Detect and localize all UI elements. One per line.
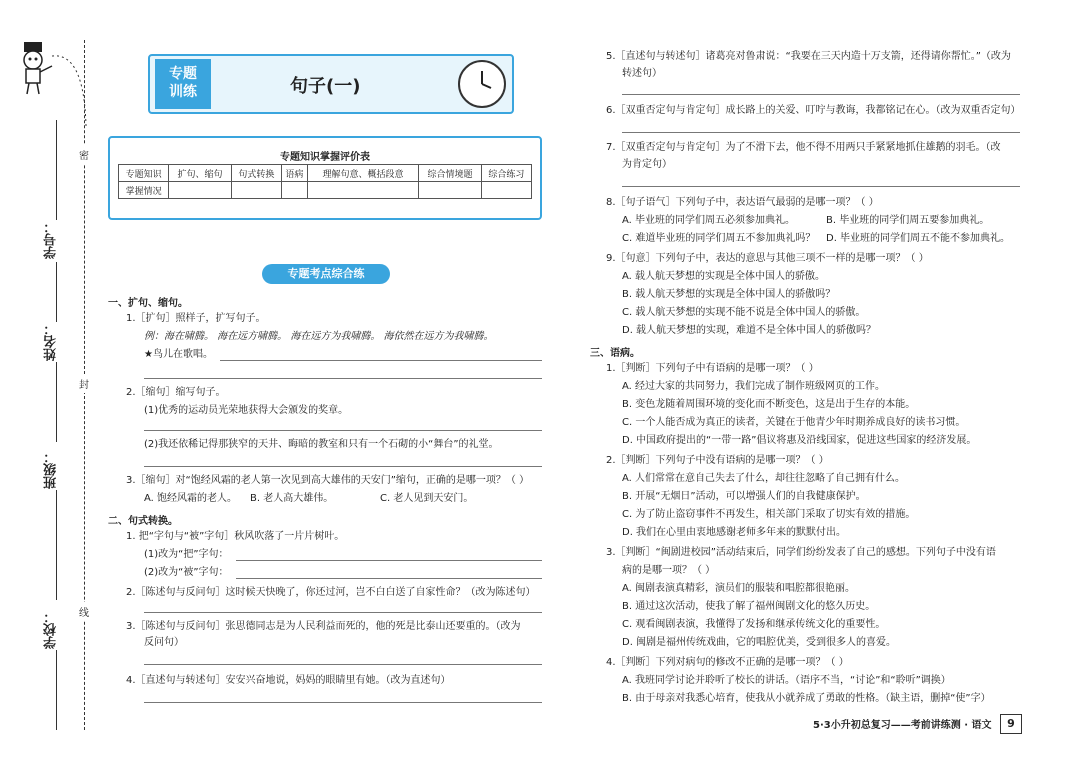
class-line-top [56,362,57,442]
question-text: 病的是哪一项？（ ） [622,565,716,576]
topic-badge [155,59,211,109]
question-text: 5.［直述句与转述句］诸葛亮对鲁肃说：“我要在三天内造十万支箭，还得请你帮忙。”（改为 [606,51,1011,62]
question-text: 1. 把“字句与“被”字句］秋风吹落了一片片树叶。 [126,531,345,542]
table-row [119,165,532,182]
question-text: 3.［判断］“闽剧进校园”活动结束后，同学们纷纷发表了自己的感想。下列句子中没有语 [606,547,996,558]
answer-option[interactable]: A. 闽剧表演真精彩，演员们的服装和唱腔都很艳丽。 [622,583,856,594]
answer-option[interactable]: C. 难道毕业班的同学们周五不参加典礼吗？ [622,233,816,244]
question-text: 8.［句子语气］下列句子中，表达语气最弱的是哪一项？（ ） [606,197,879,208]
question-item: ★鸟儿在歌唱。 [144,349,213,360]
question-text: 2.［缩句］缩写句子。 [126,387,226,398]
answer-line[interactable] [144,378,542,379]
footer-text: 5·3小升初总复习——考前讲练测 · 语文 [813,720,992,731]
answer-option[interactable]: C. 为了防止盗窃事件不再发生，相关部门采取了切实有效的措施。 [622,509,916,520]
answer-line[interactable] [220,360,542,361]
answer-option[interactable]: A. 我班同学讨论并聆听了校长的讲话。（语序不当，“讨论”和“聆听”调换） [622,675,951,686]
table-header-cell: 句式转换 [231,165,281,182]
answer-option[interactable]: C. 老人见到天安门。 [380,493,474,504]
question-text: 4.［直述句与转述句］安安兴奋地说，妈妈的眼睛里有她。（改为直述句） [126,675,451,686]
question-item: (1)优秀的运动员光荣地获得大会颁发的奖章。 [144,405,349,416]
seal-char: 封 [79,374,89,393]
answer-line[interactable] [144,702,542,703]
name-line-top [56,262,57,322]
table-header-cell: 专题知识 [119,165,169,182]
page-title: 句子(一) [290,76,361,97]
answer-line[interactable] [622,186,1020,187]
evaluation-table-title: 专题知识掌握评价表 [280,152,370,163]
answer-option[interactable]: D. 我们在心里由衷地感谢老师多年来的默默付出。 [622,527,847,538]
answer-option[interactable]: D. 载人航天梦想的实现，难道不是全体中国人的骄傲吗？ [622,325,877,336]
binding-margin [0,0,100,764]
answer-option[interactable]: D. 毕业班的同学们周五不能不参加典礼。 [826,233,1011,244]
answer-option[interactable]: D. 闽剧是福州传统戏曲，它的唱腔优美，受到很多人的喜爱。 [622,637,897,648]
school-line-bottom [56,650,57,730]
answer-line[interactable] [236,560,542,561]
question-text: 反问句） [144,637,184,648]
table-cell[interactable] [419,182,481,199]
question-text: 1.［扩句］照样子，扩写句子。 [126,313,266,324]
answer-line[interactable] [144,664,542,665]
badge-line: 专题 [169,66,197,82]
answer-option[interactable]: C. 载人航天梦想的实现不能不说是全体中国人的骄傲。 [622,307,866,318]
question-text: 2.［判断］下列句子中没有语病的是哪一项？（ ） [606,455,829,466]
answer-option[interactable]: A. 饱经风霜的老人。 [144,493,238,504]
question-item: (1)改为“把”字句： [144,549,229,560]
question-text: 1.［判断］下列句子中有语病的是哪一项？（ ） [606,363,819,374]
section-heading: 三、语病。 [590,348,640,359]
answer-option[interactable]: B. 载人航天梦想的实现是全体中国人的骄傲吗？ [622,289,836,300]
answer-line[interactable] [144,612,542,613]
question-text: 3.［陈述句与反问句］张思德同志是为人民利益而死的，他的死是比泰山还要重的。（改为 [126,621,521,632]
school-label: 学校： [44,610,59,649]
question-text: 为肯定句） [622,159,672,170]
answer-line[interactable] [622,132,1020,133]
student-id-label: 学号： [44,220,59,259]
table-cell[interactable] [231,182,281,199]
name-label: 姓名： [44,322,59,361]
table-cell[interactable] [481,182,531,199]
class-label: 班级： [44,450,59,489]
question-text: 转述句） [622,68,662,79]
evaluation-table-box [108,136,542,220]
table-header-cell: 扩句、缩句 [169,165,231,182]
answer-option[interactable]: B. 毕业班的同学们周五要参加典礼。 [826,215,990,226]
question-text: 3.［缩句］对“饱经风霜的老人第一次见到高大雄伟的天安门”缩句，正确的是哪一项？（ ） [126,475,530,486]
question-text: 6.［双重否定句与肯定句］成长路上的关爱、叮咛与教诲，我都铭记在心。（改为双重否定句） [606,105,1021,116]
answer-option[interactable]: A. 人们常常在意自己失去了什么，却往往忽略了自己拥有什么。 [622,473,906,484]
answer-line[interactable] [144,430,542,431]
table-header-cell: 理解句意、概括段意 [307,165,418,182]
question-text: 9.［句意］下列句子中，表达的意思与其他三项不一样的是哪一项？（ ） [606,253,929,264]
question-item: (2)我还依稀记得那狭窄的天井、晦暗的教室和只有一个石砌的小“舞台”的礼堂。 [144,439,499,450]
answer-option[interactable]: A. 经过大家的共同努力，我们完成了制作班级网页的工作。 [622,381,886,392]
answer-option[interactable]: A. 载人航天梦想的实现是全体中国人的骄傲。 [622,271,826,282]
id-line [56,120,57,220]
badge-line: 训练 [169,84,197,100]
answer-option[interactable]: D. 中国政府提出的“一带一路”倡议将惠及沿线国家，促进这些国家的经济发展。 [622,435,977,446]
table-row [119,182,532,199]
section-heading: 二、句式转换。 [108,516,178,527]
answer-line[interactable] [144,466,542,467]
answer-line[interactable] [622,94,1020,95]
section-banner: 专题考点综合练 [262,264,390,284]
answer-option[interactable]: A. 毕业班的同学们周五必须参加典礼。 [622,215,796,226]
table-header-cell: 综合练习 [481,165,531,182]
answer-option[interactable]: B. 老人高大雄伟。 [250,493,334,504]
page-number: 9 [1000,714,1022,734]
mascot-icon [14,40,54,96]
table-row-label: 掌握情况 [119,182,169,199]
answer-option[interactable]: B. 由于母亲对我悉心培育，使我从小就养成了勇敢的性格。（缺主语，删掉“使”字） [622,693,991,704]
answer-line[interactable] [236,578,542,579]
section-heading: 一、扩句、缩句。 [108,298,188,309]
table-header-cell: 综合情境题 [419,165,481,182]
answer-option[interactable]: B. 变色龙随着周围环境的变化而不断变色，这是出于生存的本能。 [622,399,916,410]
evaluation-table [118,164,532,199]
question-text: 7.［双重否定句与肯定句］为了不滑下去，他不得不用两只手紧紧地抓住雄鹅的羽毛。（改 [606,142,1001,153]
question-item: (2)改为“被”字句： [144,567,229,578]
table-header-cell: 语病 [282,165,308,182]
answer-option[interactable]: C. 观看闽剧表演，我懂得了发扬和继承传统文化的重要性。 [622,619,886,630]
question-text: 4.［判断］下列对病句的修改不正确的是哪一项？（ ） [606,657,849,668]
school-line-top [56,490,57,600]
table-cell[interactable] [169,182,231,199]
table-cell[interactable] [307,182,418,199]
seal-char: 线 [79,602,89,621]
answer-option[interactable]: C. 一个人能否成为真正的读者，关键在于他青少年时期养成良好的读书习惯。 [622,417,966,428]
answer-option[interactable]: B. 通过这次活动，使我了解了福州闽剧文化的悠久历史。 [622,601,876,612]
topic-banner [148,54,514,114]
question-text: 2.［陈述句与反问句］这时候天快晚了，你还过河，岂不白白送了自家性命？（改为陈述句） [126,587,536,598]
seal-char: 密 [79,145,89,164]
alarm-clock-icon [458,60,506,108]
answer-option[interactable]: B. 开展“无烟日”活动，可以增强人们的自我健康保护。 [622,491,866,502]
table-cell[interactable] [282,182,308,199]
question-example: 例：海在啸腾。 海在远方啸腾。 海在远方为我啸腾。 海依然在远方为我啸腾。 [144,331,494,342]
